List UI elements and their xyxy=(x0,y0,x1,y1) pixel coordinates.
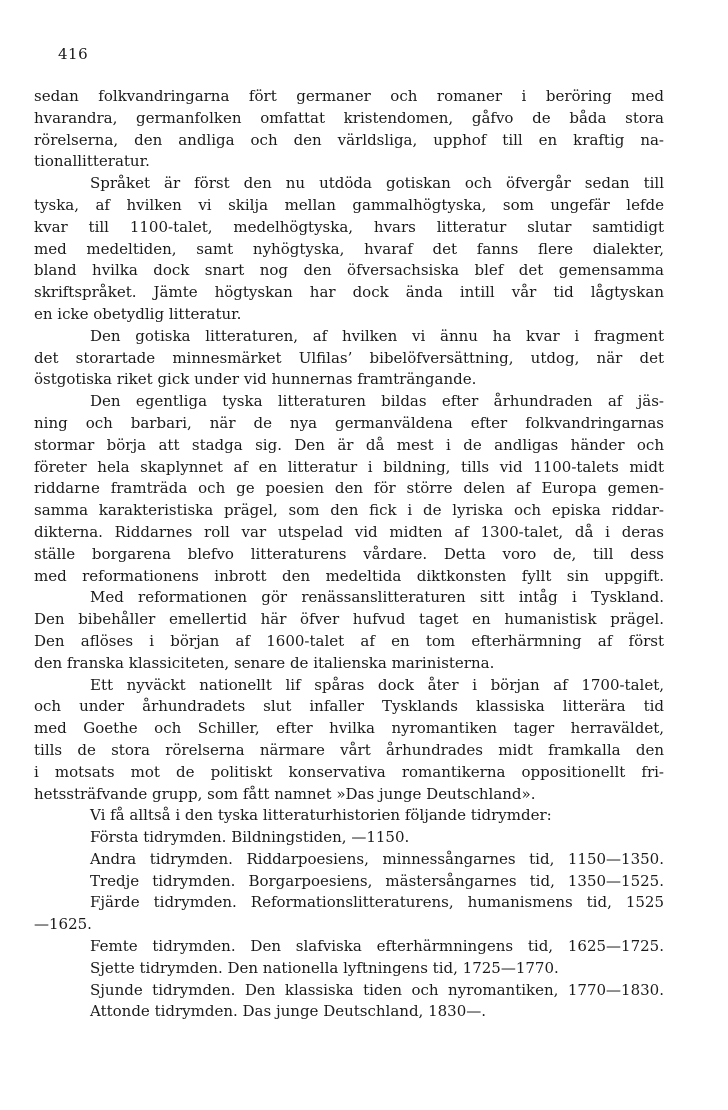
text-line: Vi få alltså i den tyska litteraturhistorien följande tidrymder: xyxy=(90,806,552,825)
text-line: Sjette tidrymden. Den nationella lyftningens tid, 1725—1770. xyxy=(90,958,559,977)
text-line: sedan folkvandringarna fört germaner och romaner i beröring med xyxy=(34,87,664,105)
text-line: tills de stora rörelserna närmare vårt århundrades midt framkalla den xyxy=(34,740,664,759)
text-line: Första tidrymden. Bildningstiden, —1150. xyxy=(90,828,410,847)
text-line: den franska klassiciteten, senare de italienska marinisterna. xyxy=(34,653,495,672)
text-line: östgotiska riket gick under vid hunnernas framträngande. xyxy=(34,370,477,389)
text-line: bland hvilka dock snart nog den öfversachsiska blef det gemensamma xyxy=(34,261,664,280)
text-line: en icke obetydlig litteratur. xyxy=(34,304,242,323)
text-line: Andra tidrymden. Riddarpoesiens, minnessångarnes tid, 1150—1350. xyxy=(90,849,664,868)
text-line: rörelserna, den andliga och den världsliga, upphof till en kraftig na- xyxy=(34,130,664,149)
body-text xyxy=(34,86,664,1023)
text-line: Femte tidrymden. Den slafviska efterhärmningens tid, 1625—1725. xyxy=(90,937,664,956)
text-line: —1625. xyxy=(34,915,92,934)
text-line: Tredje tidrymden. Borgarpoesiens, mästersångarnes tid, 1350—1525. xyxy=(90,871,664,890)
text-line: riddarne framträda och ge poesien den för större delen af Europa gemen- xyxy=(34,479,664,498)
text-line: skriftspråket. Jämte högtyskan har dock ända intill vår tid lågtyskan xyxy=(34,283,664,302)
text-line: ning och barbari, när de nya germanväldena efter folkvandringarnas xyxy=(34,413,664,432)
text-line: Den aflöses i början af 1600-talet af en tom efterhärmning af först xyxy=(34,631,664,650)
text-line: tyska, af hvilken vi skilja mellan gammalhögtyska, som ungefär lefde xyxy=(34,195,664,214)
text-line: dikterna. Riddarnes roll var utspelad vid midten af 1300-talet, då i deras xyxy=(34,522,664,541)
text-line: Fjärde tidrymden. Reformationslitteraturens, humanismens tid, 1525 xyxy=(90,893,664,912)
text-line: med medeltiden, samt nyhögtyska, hvaraf det fanns flere dialekter, xyxy=(34,239,664,258)
text-line: hetssträfvande grupp, som fått namnet »Das junge Deutschland». xyxy=(34,784,536,803)
text-line: hvarandra, germanfolken omfattat kristendomen, gåfvo de båda stora xyxy=(34,108,664,127)
page-number: 416 xyxy=(58,45,89,63)
text-line: stormar börja att stadga sig. Den är då mest i de andligas händer och xyxy=(34,435,664,454)
text-line: Attonde tidrymden. Das junge Deutschland, 1830—. xyxy=(90,1002,487,1021)
text-line: kvar till 1100-talet, medelhögtyska, hvars litteratur slutar samtidigt xyxy=(34,217,664,236)
text-line: tionallitteratur. xyxy=(34,152,150,171)
text-line: samma karakteristiska prägel, som den fick i de lyriska och episka riddar- xyxy=(34,501,664,520)
text-line: Med reformationen gör renässanslitteraturen sitt intåg i Tyskland. xyxy=(90,588,664,607)
text-line: Språket är först den nu utdöda gotiskan och öfvergår sedan till xyxy=(90,174,664,193)
text-line: ställe borgarena blefvo litteraturens vårdare. Detta voro de, till dess xyxy=(34,544,664,563)
text-line: Ett nyväckt nationellt lif spåras dock åter i början af 1700-talet, xyxy=(90,675,664,694)
text-line: och under århundradets slut infaller Tysklands klassiska litterära tid xyxy=(34,697,664,716)
text-line: i motsats mot de politiskt konservativa romantikerna oppositionellt fri- xyxy=(34,762,664,781)
text-line: Den egentliga tyska litteraturen bildas efter århundraden af jäs- xyxy=(90,392,664,411)
text-line: det storartade minnesmärket Ulfilas’ bibelöfversättning, utdog, när det xyxy=(34,348,664,367)
text-line: Den gotiska litteraturen, af hvilken vi ännu ha kvar i fragment xyxy=(90,326,664,345)
text-line: Den bibehåller emellertid här öfver hufvud taget en humanistisk prägel. xyxy=(34,610,664,629)
text-line: företer hela skaplynnet af en litteratur i bildning, tills vid 1100-talets midt xyxy=(34,457,664,476)
text-line: med reformationens inbrott den medeltida diktkonsten fyllt sin uppgift. xyxy=(34,566,664,585)
text-line: Sjunde tidrymden. Den klassiska tiden och nyromantiken, 1770—1830. xyxy=(90,980,664,999)
text-line: med Goethe och Schiller, efter hvilka nyromantiken tager herraväldet, xyxy=(34,719,664,738)
